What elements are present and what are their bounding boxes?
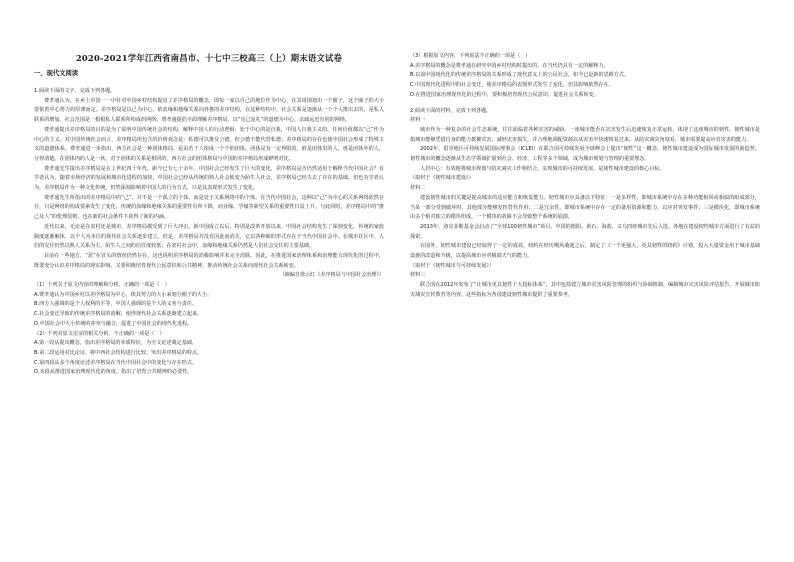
answer-option: B.第二段运用对比论证，将中西社会结构进行比较，突出差序格局的特点。: [34, 349, 203, 356]
material-paragraph: 人居中心：有效地将城市规划与防灾减灾工作相结合，实现城市的可持续发展，是韧性城市建设的核心目标。: [420, 165, 665, 172]
answer-option: A.差序格局的概念是费孝通在研究中国乡村结构时提出的，在当代仍具有一定的解释力。: [410, 62, 609, 69]
answer-option: C.社会变迁导致的传统差序格局的消解，使得现代社会关系逐渐建立起来。: [34, 311, 203, 318]
passage-source: （摘编自徐云红《差序格局与中国社会治理》）: [279, 272, 384, 279]
material-label: 材料二: [410, 185, 426, 192]
question-stem: （2）下列对原文论证的相关分析，不正确的一项是（ ）: [34, 330, 165, 337]
answer-option: D.中国社会中大小传统的冲突与融合，促进了中国社会的现代化进程。: [34, 320, 193, 327]
material-paragraph: 2002年，倡导地区可持续发展国际理事会（ICLEI）在联合国可持续发展全球峰会上提出“韧性”这一概念。韧性城市建设成为国际城市发展的新趋势。韧性城市的概念逐渐从生态学领域扩展到社会、经济、工程等多个领域，成为城市规划与管理的重要理念。: [410, 146, 760, 163]
material-paragraph: 2013年，洛克菲勒基金会启动了“全球100韧性城市”项目。中国的德阳、黄石、海盐、义乌四座城市先后入选。各地在建设韧性城市方面进行了有益的探索。: [410, 223, 760, 240]
material-paragraph: 城市作为一种复杂的社会生态系统，往往面临着各种灾害的威胁。一座城市能否在灾害发生后迅速恢复正常运转，体现了这座城市的韧性。韧性城市是指城市能够凭借自身的能力抵御灾害，减轻灾害损失，并合理地调配资源以从灾害中快速恢复过来。从防灾减灾角度看，城市需要提高应对灾害的能力。: [410, 126, 760, 143]
exam-title: 2020-2021学年江西省南昌市、十七中三校高三（上）期末语文试卷: [75, 53, 343, 63]
answer-option: B.以前中国现代化的传统差序格局的关系形成了现代意义上的公民社会，如今已是新的思维方式。: [410, 72, 630, 79]
material-paragraph: 建设韧性城市的关键是提高城市的适应能力和恢复能力。韧性城市应具备以下特征：一是多样性，即城市系统中存在多种功能相同或相似的组成部分，当某一部分受到破坏时，其他部分能够发挥替代作用；二是冗余性，即城市系统中存在一定的备用资源和能力，以应对突发事件；三是模块化，即城市系统由多个相对独立的模块组成，一个模块的故障不会导致整个系统的崩溃。: [410, 194, 760, 221]
passage-paragraph: 近代以来，无论是在农村还是城市，差序格局都受到了巨大冲击。新中国成立以后，特别是改革开放以来，中国社会结构发生了深刻变化。传统的家族制度逐渐解体，以个人为本位的现代社会关系逐步建立。但是，差序格局并没有因此而消失，它以各种新的形式存在于当代中国社会中。在城市社区中，人们的交往仍然以熟人关系为主，陌生人之间的信任度较低；在农村社会中，血缘和地缘关系仍然是人们社会交往的主要基础。: [34, 223, 384, 250]
left-column: [34, 52, 384, 552]
material-paragraph: 联合国在2012年发布了“让城市更具韧性十大指标体系”，其中包括建立城市灾害风险管理的组织与协调机制、编制城市灾害风险评估报告、开展城市防灾减灾宣传教育等内容。这些指标为各国建设韧性城市提供了重要参考。: [410, 282, 760, 298]
question-intro: 2.阅读下面的材料，完成下列各题。: [410, 107, 492, 114]
right-column: [410, 52, 760, 552]
material-source: （取材于《韧性城市与可持续发展》）: [410, 262, 495, 269]
answer-option: A.第一段从提出概念，指出差序格局的本质特征，为全文论述奠定基础。: [34, 340, 197, 347]
question-stem: （3）根据原文内容，下列说法不正确的一项是（ ）: [410, 53, 531, 59]
answer-option: D.本段从推进国家治理现代化的角度，指出了培育公共精神的必要性。: [34, 369, 193, 376]
section-heading: 一、现代文阅读: [34, 70, 79, 77]
material-paragraph: 在国外，韧性城市建设已经取得了一定的成效。纽约在经历飓风桑迪之后，制定了《一个更强大、更具韧性的纽约》计划，投入大量资金用于城市基础设施的改造和升级，以提高城市应对极端天气的能力。: [410, 243, 760, 260]
answer-option: C.中国现代化进程中的社会变迁，使差序格局的表现形式发生了变化，但其影响依然存在。: [410, 82, 614, 89]
passage-paragraph: 费孝通先生提出差序格局是在上世纪四十年代，距今已有七十余年。中国社会已经发生了巨大的变化，差序格局是否仍然适用于解释当代中国社会？有学者认为，随着市场经济的发展和城市化进程的加快，中国社会已经从传统的熟人社会转变为陌生人社会，差序格局已经失去了存在的基础。但也有学者认为，差序格局作为一种文化传统，仍然深刻影响着中国人的行为方式，只是其表现形式发生了变化。: [34, 165, 384, 192]
material-label: 材料一: [410, 117, 426, 124]
answer-option: A.费孝通认为中国乡村以差序格局为中心，依其势力的大小来划分圈子的大小。: [34, 291, 213, 298]
material-label: 材料三: [410, 272, 426, 279]
passage-paragraph: 目前在一些地方，“恶”在冒头的情况仍然存在，这也说明差序格局的消极影响并未完全消除。因此，在推进国家治理体系和治理能力现代化的过程中，既要充分认识差序格局的现实影响，又要积极培育现代公民意识和公共精神，推动传统社会关系向现代社会关系转变。: [34, 252, 384, 269]
answer-option: B.西方人强调的是个人权利的平等，中国人强调的是个人的义务与责任。: [34, 301, 198, 308]
passage-paragraph: 费孝通先生所指出的差序格局中的“己”，并不是一个孤立的个体，而是处于关系网络中的个体。在当代中国社会，这种以“己”为中心的关系网络依然存在，只是网络的构成要素发生了变化。传统的血缘和地缘关系的重要性有所下降，而业缘、学缘等新型关系的重要性日益上升。与此同时，差序格局中的“推己及人”的伦理原则，也在新的社会条件下获得了新的内涵。: [34, 194, 384, 221]
passage-paragraph: 费孝通提出差序格局的目的是为了说明中国传统社会的结构，解释中国人的行动逻辑：处于中心的是自我，中国人自我主义的、任何价值都以“己”作为中心的主义。对中国传统社会而言，差序格局所包含的价值观念是：私德可以推及公德，但公德不能代替私德；差序格局的存在也使中国社会形成了特殊主义的道德体系。费孝通进一步指出，西方社会是一种团体格局，是由若干人组成一个个的团体。团体是有一定界限的，谁是团体里的人，谁是团体外的人，分得清楚。在团体内的人是一伙，对于团体的关系是相同的。西方社会的团体格局与中国的差序格局形成鲜明对比。: [34, 126, 384, 162]
answer-option: C.第四段从多个角度论述差序格局在当代中国社会中的变化与存在形式。: [34, 359, 198, 366]
material-source: （取材于《韧性城市建设》）: [410, 175, 474, 182]
question-intro: 1.阅读下面的文字，完成下列各题。: [34, 88, 116, 94]
question-stem: （1）下列关于原文内容的理解和分析，正确的一项是（ ）: [34, 282, 170, 289]
answer-option: D.在推进国家治理现代化的过程中，要积极培育现代公民意识，促进社会关系转变。: [410, 91, 599, 98]
passage-paragraph: 费孝通认为，在乡土中国一一中针对中国乡村结构提出了差序格局的概念，即每一家以自己的地位作为中心，在其周围划出一个圈子，这个圈子的大小要依着中心势力的厚薄而定。差序格局是以己为中心、依血缘和地缘关系向外推的差序结构，在这种结构中，社会关系是逐渐从一个个人推出去的，是私人联系的增加。社会范围是一根根私人联系所构成的网络。费孝通提倡全面理解差序格局，以“克己复礼”的道德为中心，亲疏远近有别的网络。: [34, 97, 384, 124]
